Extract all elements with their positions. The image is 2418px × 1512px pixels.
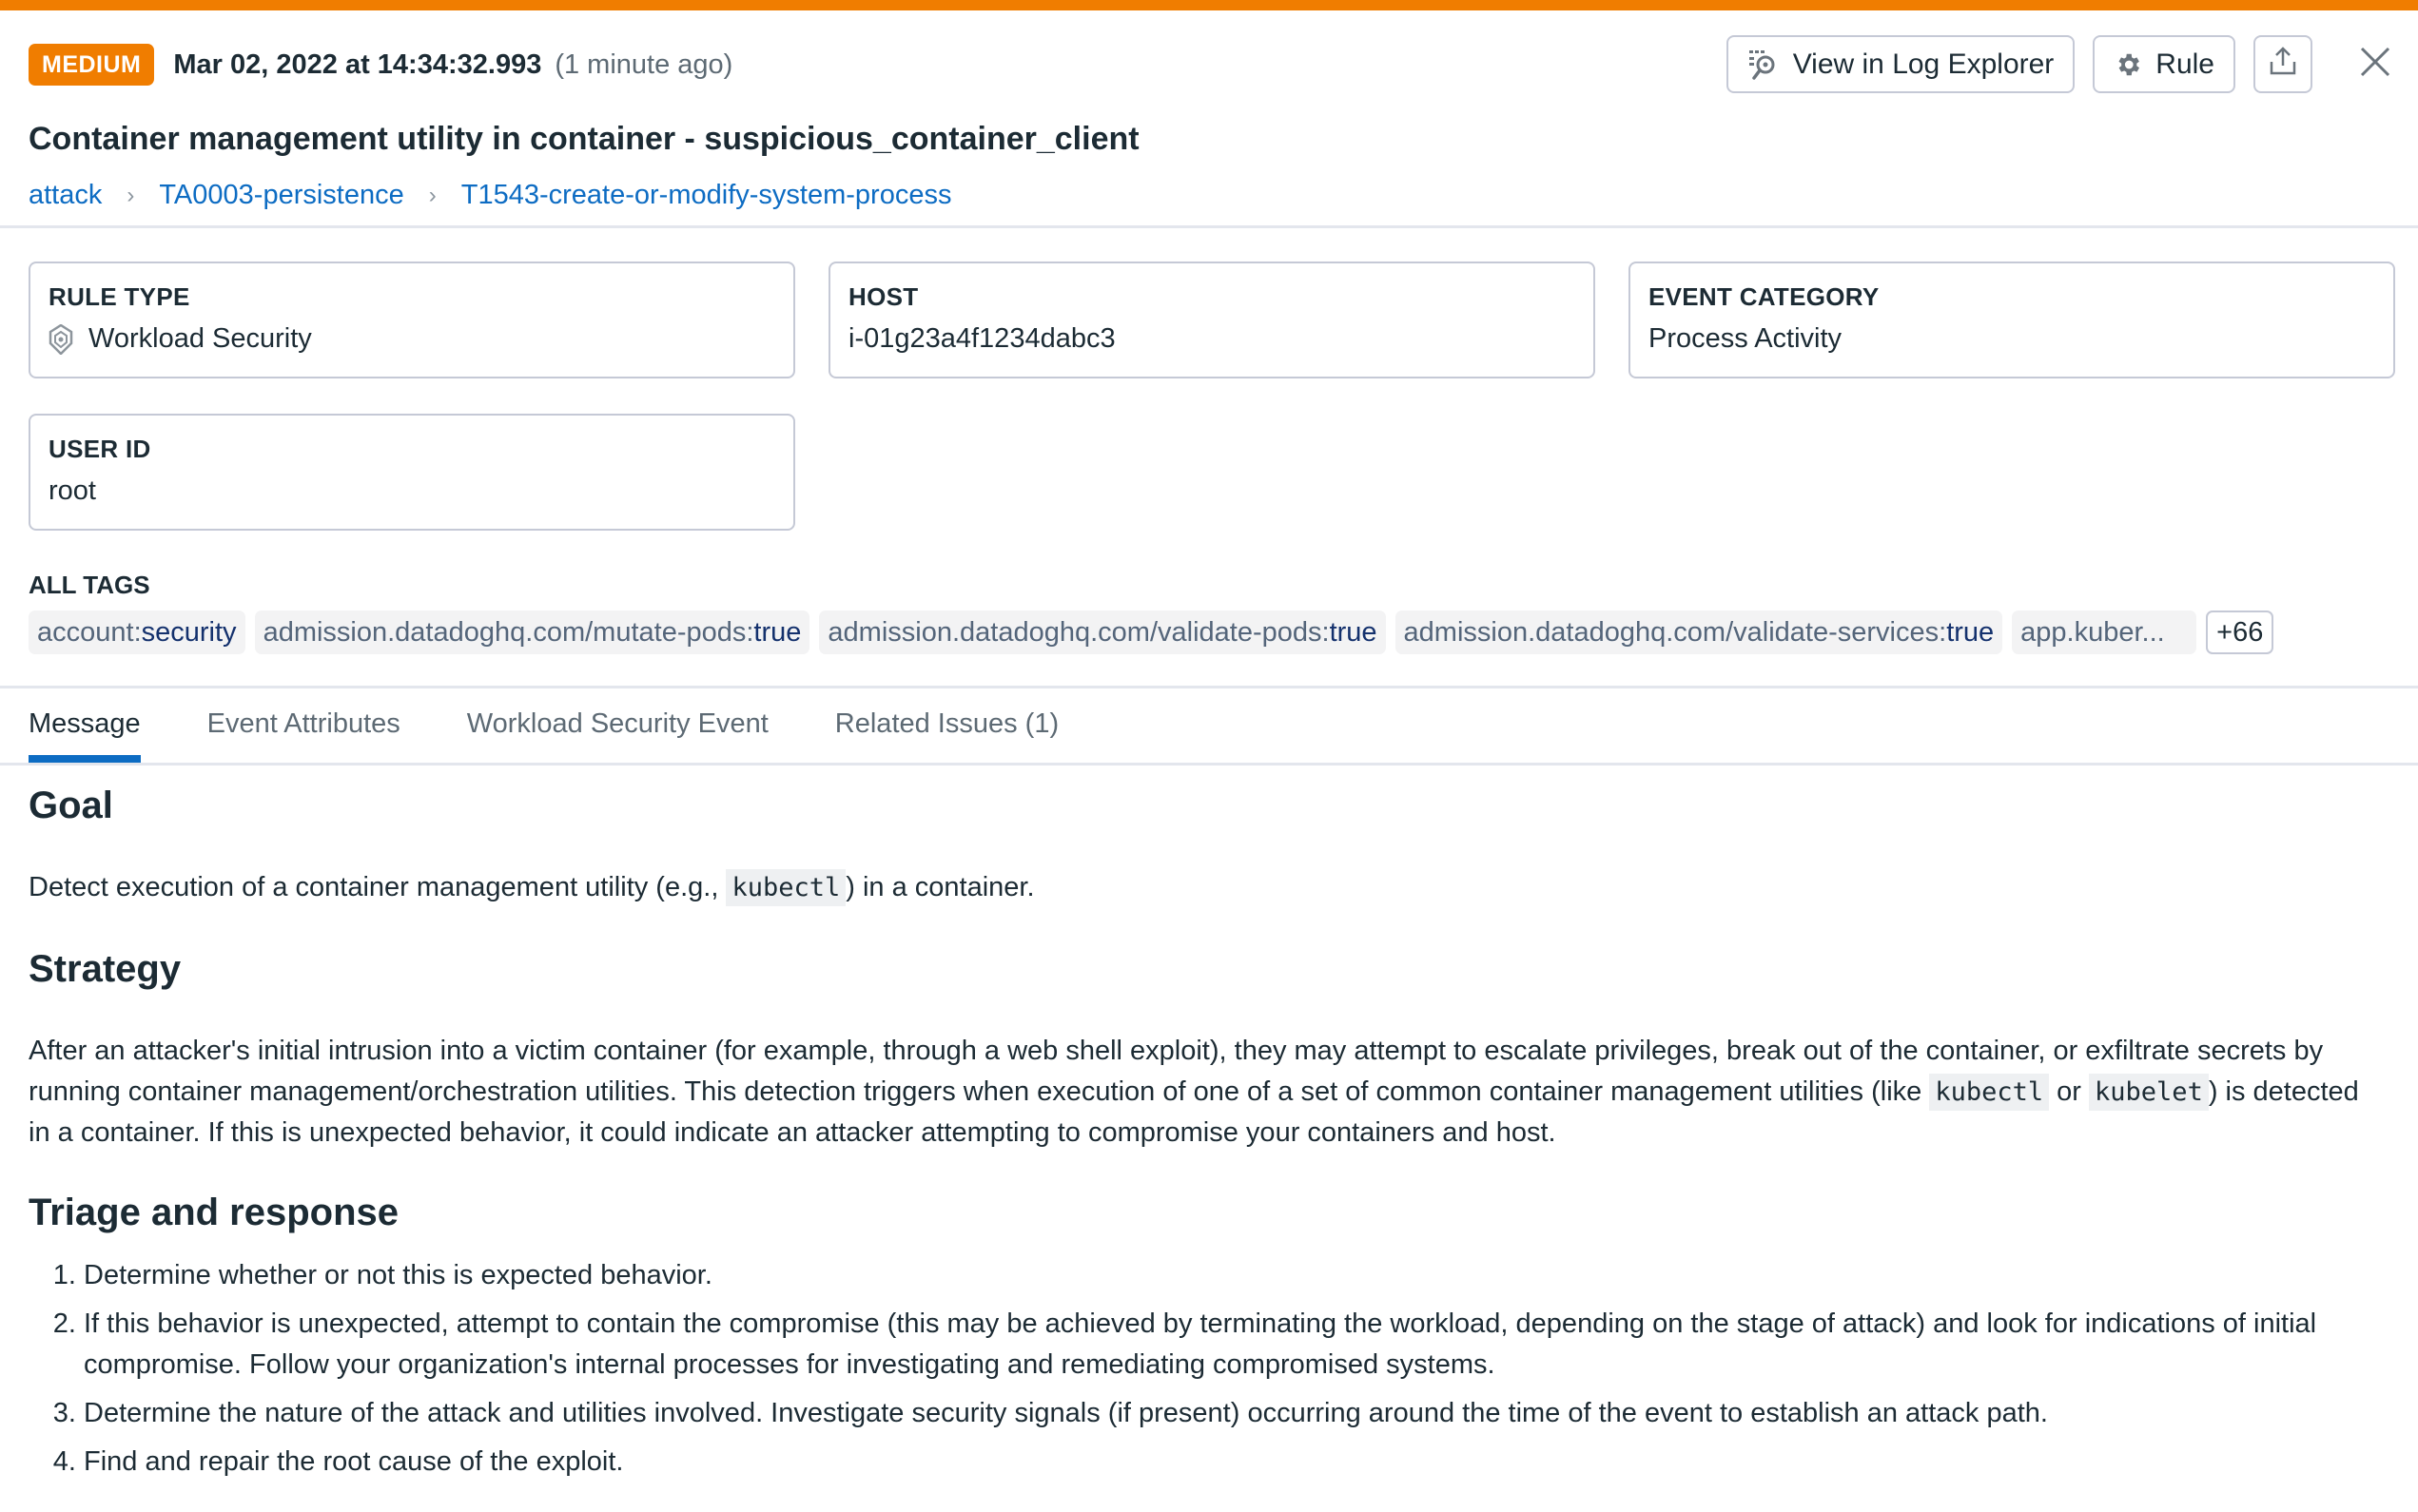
breadcrumb [29, 180, 951, 211]
host-card [829, 262, 1595, 378]
list-item: 4. Find and repair the root cause of the exploit. [84, 1442, 2405, 1483]
more-tags-button[interactable]: +66 [2206, 611, 2273, 654]
strategy-text: After an attacker's initial intrusion into a victim container (for example, through a web shell exploit), they may attempt to escalate privileges, break out of the container, or exfiltrate secrets by running container management/orchestration utilities. This detection triggers when execution of one of a set of common container management utilities (like kubectl or kubelet ) is detected in a container. If this is unexpected behavior, it could indicate an attacker attempting to compromise your containers and host. [29, 1036, 2359, 1148]
breadcrumb-item-technique[interactable]: T1543-create-or-modify-system-process [460, 180, 952, 210]
user-id-card [29, 414, 795, 531]
breadcrumb-item-tactic[interactable]: TA0003-persistence [159, 180, 404, 210]
inline-code: kubectl [726, 869, 846, 906]
view-in-log-explorer-button[interactable] [1726, 35, 2076, 93]
message-content [29, 785, 2397, 1490]
share-button[interactable] [2253, 35, 2312, 93]
card-label: EVENT CATEGORY [1648, 282, 1880, 311]
breadcrumb-item-tactic-root[interactable]: attack [29, 180, 103, 210]
header-divider [0, 225, 2418, 228]
signal-title: Container management utility in container - suspicious_container_client [29, 121, 1140, 157]
tab-message[interactable]: Message [29, 708, 141, 763]
inline-code: kubectl [1929, 1074, 2049, 1111]
tabs-divider [0, 763, 2418, 766]
tag-pill-truncated[interactable]: app.kuber... [2012, 611, 2196, 654]
chevron-right-icon: › [428, 182, 437, 208]
tag-pill[interactable]: admission.datadoghq.com/validate-pods:true [819, 611, 1385, 654]
list-item: 1. Determine whether or not this is expected behavior. [84, 1255, 2405, 1296]
workload-security-shield-icon [49, 324, 73, 355]
tags-divider [0, 686, 2418, 688]
event-category-card [1628, 262, 2395, 378]
host-value[interactable]: i-01g23a4f1234dabc3 [848, 323, 1116, 354]
log-search-icon [1747, 48, 1780, 81]
tags-list [29, 611, 2273, 654]
all-tags-label: ALL TAGS [29, 571, 150, 599]
signal-header [29, 44, 732, 86]
rule-type-value: Workload Security [88, 323, 312, 354]
triage-heading: Triage and response [29, 1192, 400, 1233]
user-id-value: root [49, 475, 96, 506]
relative-time: (1 minute ago) [555, 48, 733, 80]
close-button[interactable] [2356, 46, 2394, 84]
tag-pill[interactable]: admission.datadoghq.com/validate-services:true [1395, 611, 2003, 654]
view-in-log-explorer-label: View in Log Explorer [1792, 48, 2055, 80]
tag-pill[interactable]: account:security [29, 611, 245, 654]
card-label: RULE TYPE [49, 282, 190, 311]
strategy-heading: Strategy [29, 948, 182, 990]
signal-timestamp: Mar 02, 2022 at 14:34:32.993 [173, 48, 542, 80]
close-icon [2359, 46, 2391, 83]
rule-button[interactable] [2093, 35, 2235, 93]
inline-code: kubelet [2089, 1074, 2209, 1111]
triage-list [84, 1255, 2405, 1483]
severity-badge: MEDIUM [29, 44, 154, 86]
detail-tabs [29, 708, 1125, 763]
header-actions [1708, 35, 2394, 93]
goal-text: Detect execution of a container management utility (e.g., kubectl ) in a container. [29, 867, 2397, 908]
tab-related-issues[interactable]: Related Issues (1) [834, 708, 1060, 739]
rule-label: Rule [2155, 48, 2214, 80]
tab-event-attributes[interactable]: Event Attributes [206, 708, 400, 739]
card-label: HOST [848, 282, 919, 311]
tag-pill[interactable]: admission.datadoghq.com/mutate-pods:true [255, 611, 810, 654]
severity-color-bar [0, 0, 2418, 10]
card-label: USER ID [49, 435, 151, 463]
tab-workload-security-event[interactable]: Workload Security Event [466, 708, 769, 739]
event-category-value: Process Activity [1648, 323, 1843, 354]
chevron-right-icon: › [127, 182, 135, 208]
share-upload-icon [2269, 45, 2297, 85]
list-item: 2. If this behavior is unexpected, attempt to contain the compromise (this may be achieved by terminating the workload, depending on the stage of attack) and look for indications of initial compromise. Follow your organization's internal processes for investigating and remediating compromised systems. [84, 1304, 2405, 1386]
rule-type-card [29, 262, 795, 378]
gear-icon [2114, 50, 2142, 79]
list-item: 3. Determine the nature of the attack and utilities involved. Investigate security signals (if present) occurring around the time of the event to establish an attack path. [84, 1393, 2405, 1434]
goal-heading: Goal [29, 785, 113, 826]
